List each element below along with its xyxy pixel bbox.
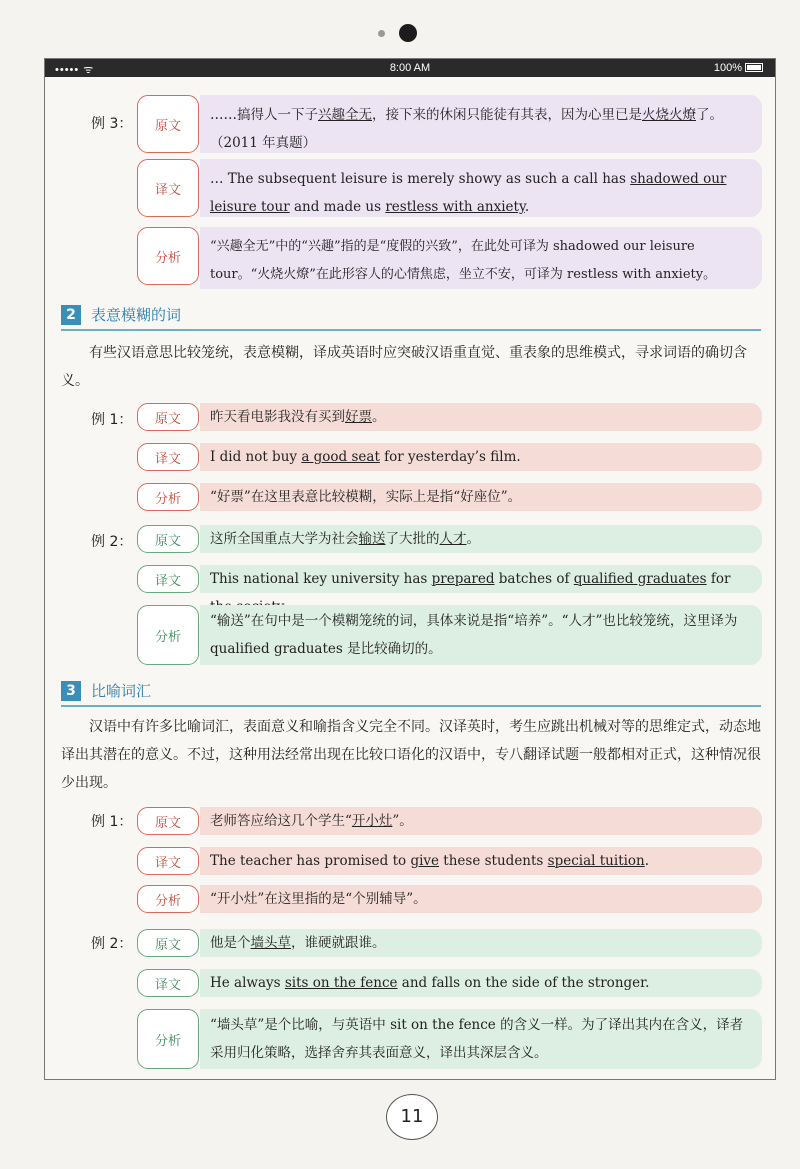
text-seg: 。: [466, 531, 480, 547]
tag-analysis: 分析: [137, 483, 199, 511]
example-label: 例 3：: [91, 116, 133, 132]
underlined-term: 墙头草: [250, 935, 291, 951]
tag-translation: 译文: [137, 443, 199, 471]
analysis-text-box: “墙头草”是个比喻，与英语中 sit on the fence 的含义一样。为了译出其内在含义，译者采用归化策略，选择舍弃其表面意义，译出其深层含义。: [200, 1009, 762, 1069]
underlined-term: a good seat: [301, 449, 380, 465]
section-header: [61, 305, 761, 331]
status-time: 8:00 AM: [389, 62, 431, 74]
underlined-term: sits on the fence: [284, 975, 398, 991]
tag-analysis: 分析: [137, 1009, 199, 1069]
text-seg: ，谁硬就跟谁。: [291, 935, 386, 951]
tag-translation: 译文: [137, 565, 199, 593]
text-seg: for: [710, 571, 731, 587]
section-title: 表意模糊的词: [91, 306, 182, 324]
text-seg: ……搞得人一下子: [210, 107, 318, 123]
tag-analysis: 分析: [137, 885, 199, 913]
text-seg: 了大批的: [385, 531, 440, 547]
tag-source: 原文: [137, 929, 199, 957]
analysis-text-box: “输送”在句中是一个模糊笼统的词，具体来说是指“培养”。“人才”也比较笼统，这里译为 qualified graduates 是比较确切的。: [200, 605, 762, 665]
tag-translation: 译文: [137, 159, 199, 217]
source-text-box: [200, 403, 762, 431]
translation-text-box: [200, 969, 762, 997]
underlined-term: restless with anxiety: [385, 199, 525, 215]
page-indicator: [0, 24, 800, 44]
source-text-box: [200, 929, 762, 957]
page-dot-active[interactable]: [399, 24, 417, 42]
section-intro: 有些汉语意思比较笼统，表意模糊，译成英语时应突破汉语重直觉、重表象的思维模式，寻求词语的确切含义。: [61, 345, 747, 389]
translation-text-box: [200, 847, 762, 875]
underlined-term: shadowed our leisure tour: [210, 171, 727, 215]
text-seg: 这所全国重点大学为社会: [210, 531, 359, 547]
tag-translation: 译文: [137, 847, 199, 875]
text-seg: 。: [372, 409, 386, 425]
underlined-term: qualified graduates: [573, 571, 707, 587]
text-seg: for yesterday’s film.: [379, 449, 521, 465]
text-seg: batches of: [494, 571, 574, 587]
analysis-text-box: “兴趣全无”中的“兴趣”指的是“度假的兴致”，在此处可译为 shadowed our leisure tour。“火烧火燎”在此形容人的心情焦虑，坐立不安，可译为 restless with anxiety。: [200, 227, 762, 289]
text-seg: .: [524, 199, 530, 215]
text-seg: 昨天看电影我没有买到: [210, 409, 345, 425]
underlined-term: 人才: [439, 531, 467, 547]
tag-analysis: 分析: [137, 605, 199, 665]
text-seg: The teacher has promised to: [210, 853, 411, 869]
text-seg: 他是个: [210, 935, 251, 951]
underlined-term: special tuition: [547, 853, 645, 869]
source-text-box: [200, 807, 762, 835]
underlined-term: 开小灶: [351, 813, 393, 829]
example-label: 例 1：: [91, 412, 133, 428]
text-seg: … The subsequent leisure is merely showy as such a call has: [210, 171, 631, 187]
section-header: [61, 681, 761, 707]
text-seg: 老师答应给这几个学生“: [210, 813, 352, 829]
text-seg: ，接下来的休闲只能徒有其表，因为心里已是: [372, 107, 642, 123]
battery-icon: [745, 63, 763, 72]
example-label: 例 2：: [91, 534, 133, 550]
tablet-frame: [44, 58, 776, 1080]
tag-source: 原文: [137, 807, 199, 835]
tag-source: 原文: [137, 403, 199, 431]
battery-percent: 100%: [713, 62, 742, 74]
tag-translation: 译文: [137, 969, 199, 997]
translation-text-box: [200, 159, 762, 217]
example-label: 例 1：: [91, 814, 133, 830]
underlined-term: prepared: [431, 571, 495, 587]
translation-text-box: [200, 565, 762, 593]
underlined-term: 好票: [345, 409, 372, 425]
page-number: 11: [386, 1094, 438, 1140]
text-seg: He always: [210, 975, 285, 991]
text-seg: 了。（2011 年真题）: [210, 107, 723, 151]
signal-icon: ••••• ᯤ: [55, 64, 95, 76]
translation-text-box: [200, 443, 762, 471]
underlined-term: give: [410, 853, 440, 869]
underlined-term: 火烧火燎: [642, 107, 696, 123]
text-seg: This national key university has: [210, 571, 432, 587]
tag-source: 原文: [137, 95, 199, 153]
status-bar: [45, 59, 775, 77]
source-text-box: [200, 525, 762, 553]
underlined-term: 兴趣全无: [318, 107, 372, 123]
source-text-box: [200, 95, 762, 153]
section-title: 比喻词汇: [91, 682, 152, 700]
section-intro: 汉语中有许多比喻词汇，表面意义和喻指含义完全不同。汉译英时，考生应跳出机械对等的思维定式，动态地译出其潜在的意义。不过，这种用法经常出现在比较口语化的汉语中，专八翻译试题一般都相对正式，这种情况很少出现。: [61, 719, 761, 791]
section-number: 2: [61, 305, 81, 325]
text-seg: and made us: [289, 199, 386, 215]
text-seg: I did not buy: [210, 449, 302, 465]
tag-analysis: 分析: [137, 227, 199, 285]
analysis-text-box: “开小灶”在这里指的是“个别辅导”。: [200, 885, 762, 913]
example-label: 例 2：: [91, 936, 133, 952]
text-seg: ”。: [392, 813, 413, 829]
tag-source: 原文: [137, 525, 199, 553]
underlined-term: 输送: [358, 531, 386, 547]
text-seg: these students: [439, 853, 548, 869]
section-number: 3: [61, 681, 81, 701]
text-seg: .: [644, 853, 650, 869]
battery-status: [714, 62, 763, 74]
text-seg: and falls on the side of the stronger.: [397, 975, 650, 991]
page-dot-inactive[interactable]: [378, 30, 385, 37]
analysis-text-box: “好票”在这里表意比较模糊，实际上是指“好座位”。: [200, 483, 762, 511]
